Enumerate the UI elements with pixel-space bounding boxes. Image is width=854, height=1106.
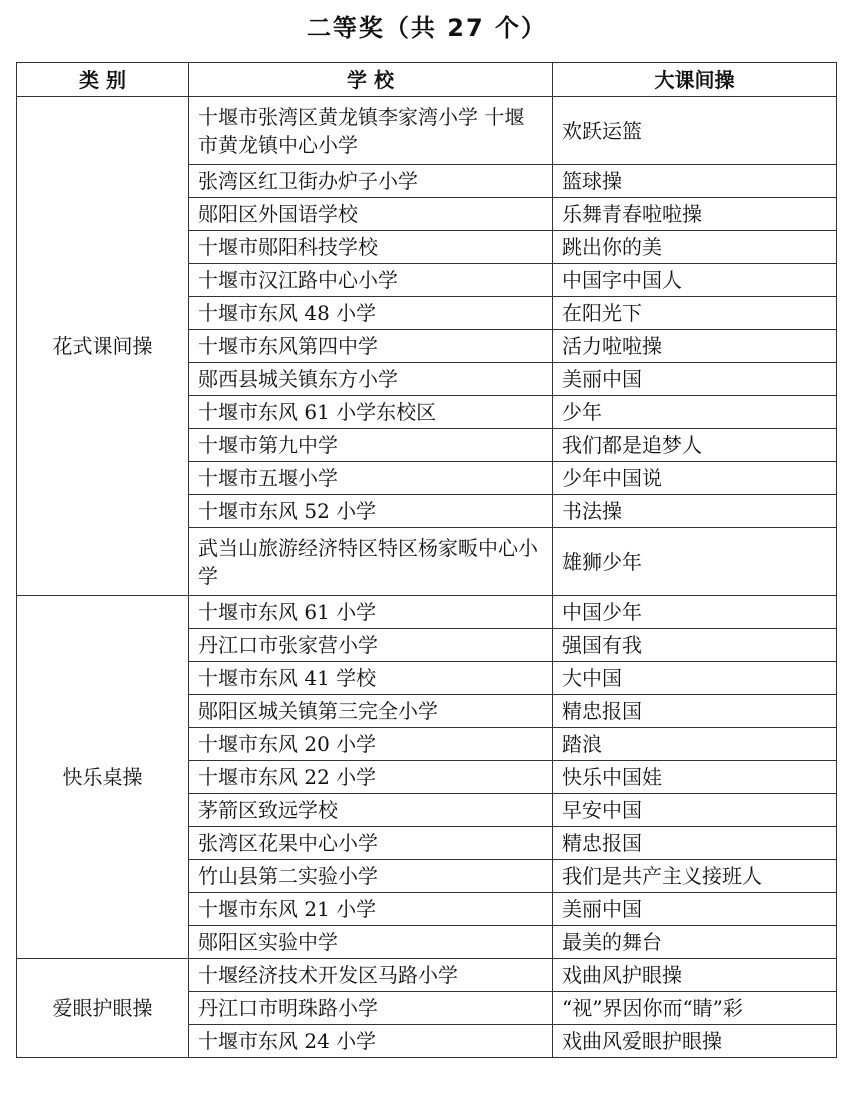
school-cell: 十堰市第九中学 <box>189 429 553 462</box>
program-cell: 篮球操 <box>553 165 837 198</box>
program-cell: 美丽中国 <box>553 893 837 926</box>
school-cell: 十堰市张湾区黄龙镇李家湾小学 十堰市黄龙镇中心小学 <box>189 97 553 165</box>
program-cell: “视”界因你而“睛”彩 <box>553 992 837 1025</box>
program-cell: 中国字中国人 <box>553 264 837 297</box>
school-cell: 十堰市东风 52 小学 <box>189 495 553 528</box>
program-cell: 雄狮少年 <box>553 528 837 596</box>
school-cell: 十堰市东风 24 小学 <box>189 1025 553 1058</box>
header-row <box>17 63 837 97</box>
table-row <box>17 97 837 165</box>
program-cell: 欢跃运篮 <box>553 97 837 165</box>
school-cell: 郧西县城关镇东方小学 <box>189 363 553 396</box>
program-cell: 精忠报国 <box>553 827 837 860</box>
school-cell: 十堰市东风 20 小学 <box>189 728 553 761</box>
program-cell: 中国少年 <box>553 596 837 629</box>
school-cell: 十堰市东风 22 小学 <box>189 761 553 794</box>
program-cell: 跳出你的美 <box>553 231 837 264</box>
category-cell: 快乐桌操 <box>17 596 189 959</box>
program-cell: 书法操 <box>553 495 837 528</box>
program-cell: 活力啦啦操 <box>553 330 837 363</box>
program-cell: 戏曲风护眼操 <box>553 959 837 992</box>
school-cell: 竹山县第二实验小学 <box>189 860 553 893</box>
program-cell: 美丽中国 <box>553 363 837 396</box>
school-cell: 十堰市汉江路中心小学 <box>189 264 553 297</box>
program-cell: 我们是共产主义接班人 <box>553 860 837 893</box>
school-cell: 丹江口市张家营小学 <box>189 629 553 662</box>
school-cell: 武当山旅游经济特区特区杨家畈中心小学 <box>189 528 553 596</box>
program-cell: 乐舞青春啦啦操 <box>553 198 837 231</box>
table-row <box>17 596 837 629</box>
program-cell: 踏浪 <box>553 728 837 761</box>
program-cell: 大中国 <box>553 662 837 695</box>
school-cell: 郧阳区城关镇第三完全小学 <box>189 695 553 728</box>
program-cell: 我们都是追梦人 <box>553 429 837 462</box>
program-cell: 快乐中国娃 <box>553 761 837 794</box>
school-cell: 十堰市五堰小学 <box>189 462 553 495</box>
category-cell: 花式课间操 <box>17 97 189 596</box>
school-cell: 张湾区花果中心小学 <box>189 827 553 860</box>
school-cell: 郧阳区实验中学 <box>189 926 553 959</box>
school-cell: 茅箭区致远学校 <box>189 794 553 827</box>
school-cell: 十堰市郧阳科技学校 <box>189 231 553 264</box>
program-cell: 少年 <box>553 396 837 429</box>
school-cell: 丹江口市明珠路小学 <box>189 992 553 1025</box>
school-cell: 十堰市东风 61 小学东校区 <box>189 396 553 429</box>
school-cell: 十堰市东风第四中学 <box>189 330 553 363</box>
awards-table <box>16 62 837 1058</box>
category-cell: 爱眼护眼操 <box>17 959 189 1058</box>
school-cell: 郧阳区外国语学校 <box>189 198 553 231</box>
page-title: 二等奖（共 27 个） <box>306 14 548 42</box>
table-row <box>17 959 837 992</box>
school-cell: 十堰市东风 41 学校 <box>189 662 553 695</box>
header-school: 学 校 <box>189 63 553 97</box>
school-cell: 十堰市东风 21 小学 <box>189 893 553 926</box>
program-cell: 最美的舞台 <box>553 926 837 959</box>
school-cell: 张湾区红卫街办炉子小学 <box>189 165 553 198</box>
program-cell: 少年中国说 <box>553 462 837 495</box>
school-cell: 十堰经济技术开发区马路小学 <box>189 959 553 992</box>
school-cell: 十堰市东风 48 小学 <box>189 297 553 330</box>
header-category: 类 别 <box>17 63 189 97</box>
program-cell: 在阳光下 <box>553 297 837 330</box>
program-cell: 戏曲风爱眼护眼操 <box>553 1025 837 1058</box>
school-cell: 十堰市东风 61 小学 <box>189 596 553 629</box>
header-program: 大课间操 <box>553 63 837 97</box>
program-cell: 早安中国 <box>553 794 837 827</box>
program-cell: 强国有我 <box>553 629 837 662</box>
program-cell: 精忠报国 <box>553 695 837 728</box>
